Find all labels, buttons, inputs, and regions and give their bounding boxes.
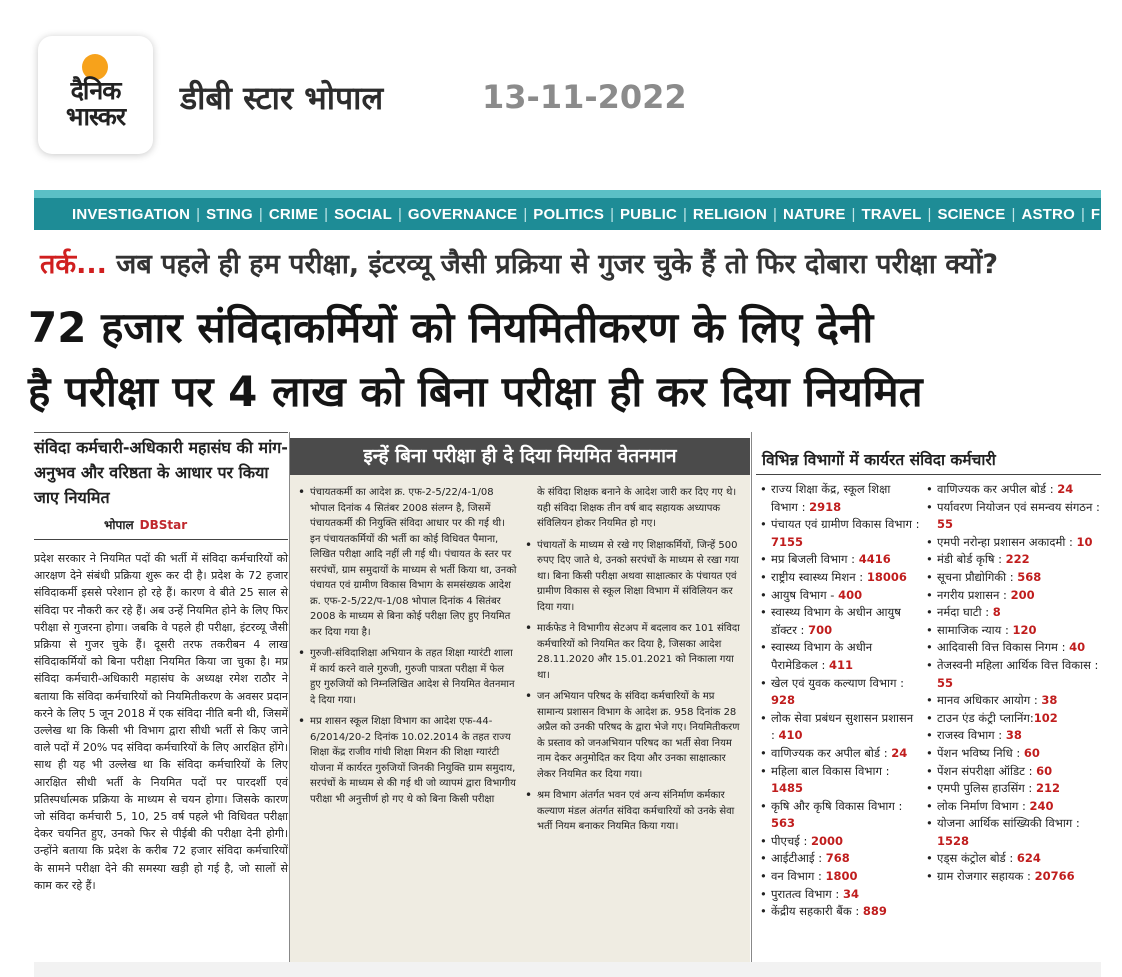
department-item	[926, 798, 1101, 816]
department-count: 240	[1029, 798, 1054, 813]
department-item	[760, 745, 920, 763]
list-item: • मप्र शासन स्कूल शिक्षा विभाग का आदेश एफ-44-6/2014/20-2 दिनांक 10.02.2014 के तहत राज्य शिक्षा केंद्र राजीव गांधी शिक्षा मिशन की शिक्षा ग्यारंटी योजना में कार्यरत गुरुजियों जिनकी नियुक्ति ग्राम समुदाय, सरपंचों के माध्यम से की गई थी जो व्यापमं द्वारा विभागीय परीक्षा भी अनुत्तीर्ण हो गए थे को बिना किसी परीक्षा	[298, 714, 517, 807]
department-item	[760, 850, 920, 868]
department-name: पीएचई :	[771, 833, 812, 848]
list-item: • पंचायतकर्मी का आदेश क्र. एफ-2-5/22/4-1/08 भोपाल दिनांक 4 सितंबर 2008 संलग्न है, जिसमें पंचायतकर्मी की नियुक्ति संविदा आधार पर की गई थी। इन पंचायतकर्मियों की भर्ती का कोई विधिवत पैमाना, लिखित परीक्षा आदि नहीं ली गई थी। पंचायत के स्तर पर सरपंचों, ग्राम समुदायों के माध्यम से भर्ती किया था, उनको पंचायत एवं ग्रामीण विकास विभाग के समसंख्यक आदेश क्र. एफ-2-5/22/प-1/08 भोपाल दिनांक 4 सितंबर 2008 के माध्यम से बिना कोई परीक्षा लिए हुए नियमित कर दिया गया है।	[298, 485, 517, 640]
department-count: 38	[1005, 728, 1022, 743]
department-name: पेंशन संपरीक्षा ऑडिट :	[937, 763, 1037, 778]
department-item	[926, 780, 1101, 798]
nav-item[interactable]: SCIENCE	[937, 205, 1006, 223]
department-name: कृषि और कृषि विकास विभाग :	[771, 798, 903, 813]
department-name: सामाजिक न्याय :	[937, 622, 1013, 637]
department-count: 411	[829, 657, 854, 672]
department-count: 889	[862, 904, 887, 919]
departments-title: विभिन्न विभागों में कार्यरत संविदा कर्मचारी	[762, 451, 996, 469]
department-count: 222	[1005, 552, 1030, 567]
department-name: केंद्रीय सहकारी बैंक :	[771, 904, 863, 919]
department-count: 24	[1057, 482, 1074, 496]
department-name: योजना आर्थिक सांख्यिकी विभाग :	[937, 816, 1080, 831]
department-count: 120	[1012, 622, 1037, 637]
box-title: इन्हें बिना परीक्षा ही दे दिया नियमित वेतनमान	[290, 438, 750, 475]
department-count: 10	[1076, 534, 1093, 549]
department-item	[760, 763, 920, 798]
nav-item[interactable]: GOVERNANCE	[407, 205, 518, 223]
department-item	[760, 604, 920, 639]
department-item	[926, 534, 1101, 552]
department-item	[926, 657, 1101, 692]
kicker-text: जब पहले ही हम परीक्षा, इंटरव्यू जैसी प्रक्रिया से गुजर चुके हैं तो फिर दोबारा परीक्षा क्यों?	[106, 249, 998, 280]
department-list-b	[926, 481, 1101, 921]
nav-item[interactable]: CRIME	[268, 205, 319, 223]
department-count: 563	[771, 816, 796, 831]
department-count: 40	[1069, 640, 1086, 655]
department-item	[760, 569, 920, 587]
box-column-2	[525, 485, 744, 841]
nav-separator: |	[683, 205, 687, 223]
department-count: 55	[937, 517, 954, 532]
department-item	[926, 692, 1101, 710]
department-count: 1485	[771, 781, 804, 796]
department-name: महिला बाल विकास विभाग :	[771, 763, 890, 778]
department-count: 200	[1010, 587, 1035, 602]
article-body: प्रदेश सरकार ने नियमित पदों की भर्ती में संविदा कर्मचारियों को आरक्षण देने संबंधी प्रक्रिया शुरू कर दी है। प्रदेश के 72 हजार संविदाकर्मी इससे परेशान हो रहे हैं। कारण वे बीते 25 साल से संविदा पर नौकरी कर रहे हैं। अब उन्हें नियमित होने के लिए फिर परीक्षा से गुजरना होगा। जबकि वे पहले ही परीक्षा, इंटरव्यू जैसी प्रक्रिया से गुजर चुके हैं। दूसरी तरफ तकरीबन 4 लाख संविदाकर्मियों को बिना परीक्षा नियमित किया जा चुका है। मप्र संविदा कर्मचारी-अधिकारी महासंघ के अध्यक्ष रमेश राठौर ने बताया कि संविदा कर्मचारियों को नियमितीकरण के अवसर प्रदान करने के लिए 5 जून 2018 में एक संविदा नीति बनी थी, जिसमें उल्लेख था कि किसी भी विभाग द्वारा सीधी भर्ती से किए जाने वाले पदों में 20% पद संविदा कर्मचारियों के लिए आरक्षित होंगे। साथ ही यह भी उल्लेख था कि संविदा कर्मचारियों के लिए आरक्षित सीधी भर्ती के नियमित पदों पर पारदर्शी एवं प्रतिस्पर्धात्मक प्रक्रिया के माध्यम से चयन होगा। जिसके कारण जो संविदा कर्मचारी 5, 10, 25 वर्ष पहले भी विधिवत परीक्षा देकर चयनित हुए, उनको फिर से पीईबी की परीक्षा देनी होगी। उन्होंने बताया कि प्रदेश के करीब 72 हजार संविदा कर्मचारियों के सामने परीक्षा देने की समस्या खड़ी हो गई है, जो सालों से काम कर रहे हैं।	[34, 552, 288, 892]
department-item	[926, 815, 1101, 850]
department-item	[926, 850, 1101, 868]
department-name: आदिवासी वित्त विकास निगम :	[937, 640, 1070, 655]
department-name: पर्यावरण नियोजन एवं समन्वय संगठन :	[937, 499, 1100, 514]
nav-item[interactable]: SOCIAL	[334, 205, 392, 223]
department-count: 34	[842, 886, 859, 901]
department-name: एमपी नरोन्हा प्रशासन अकादमी :	[937, 534, 1077, 549]
department-item	[926, 481, 1101, 499]
department-name: सूचना प्रौद्योगिकी :	[937, 569, 1018, 584]
department-item	[760, 587, 920, 605]
kicker-label: तर्क...	[40, 249, 107, 280]
department-name: मंडी बोर्ड कृषि :	[937, 552, 1006, 567]
department-name: टाउन एंड कंट्री प्लानिंग:	[937, 710, 1034, 725]
list-item-continued: के संविदा शिक्षक बनाने के आदेश जारी कर दिए गए थे। यही संविदा शिक्षक तीन वर्ष बाद सहायक अध्यापक संविलियन होकर नियमित हो गए।	[537, 487, 737, 529]
department-item	[926, 727, 1101, 745]
department-item	[760, 516, 920, 551]
department-count: 18006	[866, 569, 907, 584]
headline-line-1: 72 हजार संविदाकर्मियों को नियमितीकरण के लिए देनी	[28, 303, 874, 352]
department-name: पुरातत्व विभाग :	[771, 886, 843, 901]
page-bottom-strip	[34, 962, 1101, 977]
department-item	[926, 551, 1101, 569]
department-count: 7155	[771, 534, 804, 549]
department-count: 55	[937, 675, 954, 690]
nav-item[interactable]: INVESTIGATION	[72, 205, 191, 223]
department-name: राज्य शिक्षा केंद्र, स्कूल शिक्षा विभाग :	[771, 482, 891, 514]
logo-text-line1: दैनिक	[70, 76, 121, 105]
department-name: लोक सेवा प्रबंधन सुशासन प्रशासन :	[771, 710, 914, 743]
department-count: 568	[1017, 569, 1042, 584]
article-subhead: संविदा कर्मचारी-अधिकारी महासंघ की मांग- अनुभव और वरिष्ठता के आधार पर किया जाए नियमित	[34, 438, 288, 507]
category-nav-bar	[34, 190, 1122, 230]
department-count: 1528	[937, 833, 970, 848]
department-item	[760, 675, 920, 710]
list-item: • मार्कफेड ने विभागीय सेटअप में बदलाव कर 101 संविदा कर्मचारियों को नियमित कर दिया है, जिसका आदेश 28.11.2020 और 15.01.2021 को निकाला गया था।	[525, 621, 744, 683]
box-column-1	[298, 485, 517, 841]
department-name: मानव अधिकार आयोग :	[937, 693, 1042, 708]
department-name: खेल एवं युवक कल्याण विभाग :	[771, 675, 904, 690]
main-headline	[28, 296, 1088, 424]
nav-item[interactable]: STING	[206, 205, 253, 223]
nav-separator: |	[773, 205, 777, 223]
department-count: 20766	[1034, 869, 1075, 884]
list-item: • जन अभियान परिषद के संविदा कर्मचारियों के मप्र सामान्य प्रशासन विभाग के आदेश क्र. 958 दिनांक 28 अप्रैल को उनकी परिषद के द्वारा भेजे गए। नियमितीकरण के प्रस्ताव को जनअभियान परिषद का भर्ती सेवा नियम नाम देकर अनुमोदित कर दिया और उनका साक्षात्कार लेकर नियमित कर दिया गया।	[525, 689, 744, 782]
department-name: वाणिज्यक कर अपील बोर्ड :	[771, 745, 892, 760]
department-count: 1800	[825, 869, 858, 884]
department-name: स्वास्थ्य विभाग के अधीन पैरामेडिकल :	[771, 640, 873, 672]
nav-separator: |	[196, 205, 201, 223]
departments-column	[752, 438, 1101, 968]
publication-header	[0, 0, 1101, 190]
logo-text-line2: भास्कर	[65, 102, 126, 131]
department-name: नर्मदा घाटी :	[937, 605, 993, 620]
department-item	[926, 622, 1101, 640]
department-count: 768	[825, 851, 850, 866]
department-item	[926, 499, 1101, 534]
department-name: राष्ट्रीय स्वास्थ्य मिशन :	[771, 569, 867, 584]
department-name: राजस्व विभाग :	[937, 728, 1006, 743]
department-item	[926, 569, 1101, 587]
department-name: लोक निर्माण विभाग :	[937, 798, 1030, 813]
department-item	[926, 745, 1101, 763]
nav-separator: |	[610, 205, 614, 223]
department-item	[760, 798, 920, 833]
department-count: 24	[891, 745, 908, 760]
regularized-box	[290, 438, 750, 963]
department-item	[760, 710, 920, 745]
kicker-line	[40, 244, 998, 281]
department-list-a	[760, 481, 920, 921]
department-item	[926, 587, 1101, 605]
department-count: 4416	[858, 552, 891, 567]
list-item: • पंचायतों के माध्यम से रखे गए शिक्षाकर्मियों, जिन्हें 500 रुपए दिए जाते थे, उनको सरपंचों के माध्यम से रखा गया था। बिना किसी परीक्षा अथवा साक्षात्कार के पंचायत एवं ग्रामीण विकास से स्कूल शिक्षा विभाग में संविलियन कर दिया गया।	[525, 538, 744, 616]
nav-separator: |	[1011, 205, 1016, 223]
divider	[756, 474, 1101, 475]
nav-item[interactable]: TRAVEL	[861, 205, 922, 223]
edition-date: 13-11-2022	[482, 78, 687, 116]
department-count: 212	[1035, 781, 1060, 796]
department-name: आईटीआई :	[771, 851, 826, 866]
nav-item[interactable]: PUBLIC	[619, 205, 678, 223]
nav-separator: |	[397, 205, 402, 223]
department-item	[926, 710, 1101, 728]
byline	[104, 516, 288, 533]
department-item	[926, 604, 1101, 622]
department-name: मप्र बिजली विभाग :	[771, 552, 859, 567]
department-count: 410	[778, 728, 803, 743]
department-name: नगरीय प्रशासन :	[937, 587, 1011, 602]
department-name: वन विभाग :	[771, 869, 826, 884]
department-name: ग्राम रोजगार सहायक :	[937, 869, 1035, 884]
nav-separator: |	[258, 205, 263, 223]
nav-item[interactable]: NATURE	[782, 205, 846, 223]
department-item	[760, 639, 920, 674]
department-item	[760, 903, 920, 921]
nav-separator: |	[324, 205, 329, 223]
department-name: एमपी पुलिस हाउसिंग :	[937, 781, 1036, 796]
nav-separator: |	[851, 205, 856, 223]
list-item: • श्रम विभाग अंतर्गत भवन एवं अन्य संनिर्माण कर्मकार कल्याण मंडल अंतर्गत संविदा कर्मचारियों को उनके सेवा भर्ती नियम बनाकर नियमित किया गया।	[525, 788, 744, 835]
department-count: 102	[1033, 710, 1058, 725]
department-count: 60	[1036, 763, 1053, 778]
article-column	[34, 432, 288, 972]
department-count: 700	[808, 622, 833, 637]
byline-brand: DBStar	[139, 517, 188, 532]
department-item	[760, 481, 920, 516]
dainik-bhaskar-logo[interactable]	[38, 36, 153, 154]
department-item	[760, 551, 920, 569]
divider	[34, 539, 288, 540]
headline-line-2: है परीक्षा पर 4 लाख को बिना परीक्षा ही कर दिया नियमित	[28, 367, 923, 416]
department-count: 2000	[811, 833, 844, 848]
nav-separator: |	[927, 205, 932, 223]
edition-title: डीबी स्टार भोपाल	[180, 79, 384, 117]
nav-item[interactable]: ASTRO	[1021, 205, 1075, 223]
department-item	[760, 868, 920, 886]
department-count: 8	[992, 605, 1001, 620]
department-name: वाणिज्यक कर अपील बोर्ड :	[937, 482, 1058, 496]
department-item	[926, 868, 1101, 886]
department-name: पेंशन भविष्य निधि :	[937, 745, 1024, 760]
department-item	[760, 886, 920, 904]
nav-item[interactable]: RELIGION	[692, 205, 768, 223]
department-name: स्वास्थ्य विभाग के अधीन आयुष डॉक्टर :	[771, 605, 901, 637]
department-count: 928	[771, 693, 796, 708]
department-count: 38	[1041, 693, 1058, 708]
department-name: तेजस्वनी महिला आर्थिक वित्त विकास :	[937, 657, 1099, 672]
department-name: पंचायत एवं ग्रामीण विकास विभाग :	[771, 517, 920, 532]
department-item	[926, 639, 1101, 657]
department-name: आयुष विभाग -	[771, 587, 839, 602]
nav-item[interactable]: POLITICS	[533, 205, 605, 223]
category-nav	[34, 198, 1122, 230]
list-item: • गुरुजी-संविदाशिक्षा अभियान के तहत शिक्षा ग्यारंटी शाला में कार्य करने वाले गुरुजी, गुरुजी पात्रता परीक्षा में फेल हुए गुरुजियों को निम्नलिखित आदेश से नियमित वेतनमान दे दिया गया।	[298, 646, 517, 708]
department-count: 400	[838, 587, 863, 602]
byline-city: भोपाल	[104, 518, 134, 532]
department-count: 2918	[809, 499, 842, 514]
nav-separator: |	[1080, 205, 1085, 223]
department-name: एड्स कंट्रोल बोर्ड :	[937, 851, 1017, 866]
department-item	[760, 833, 920, 851]
department-count: 624	[1016, 851, 1041, 866]
department-item	[926, 763, 1101, 781]
nav-item[interactable]: FUN	[1090, 205, 1122, 223]
department-count: 60	[1023, 745, 1040, 760]
nav-separator: |	[523, 205, 528, 223]
